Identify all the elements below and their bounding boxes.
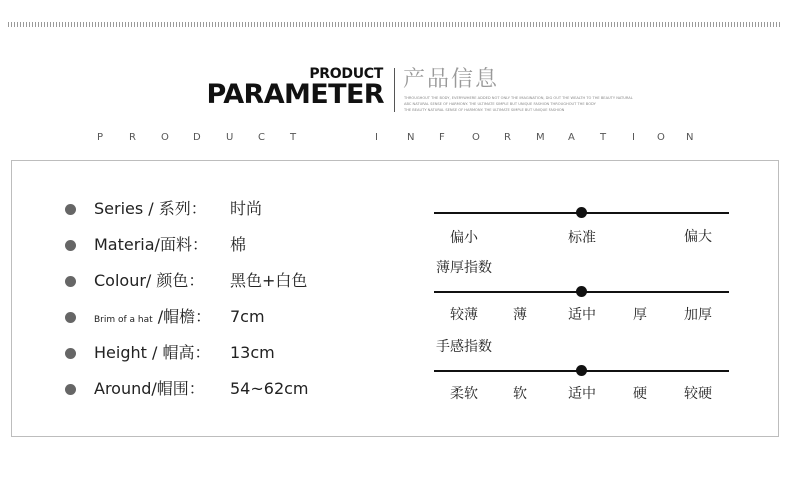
header-tagline-1: THROUGHOUT THE BODY, EVERYWHERE ADDED NOT ONLY THE IMAGINATION, DIG OUT THE WEALTH TO THE BEAUTY NATURAL: [404, 96, 633, 100]
size-option: 标准: [568, 230, 596, 246]
bullet-icon: [65, 384, 76, 395]
feel-scale-marker: [576, 365, 587, 376]
spaced-letter: N: [686, 132, 694, 143]
param-value: 黑色+白色: [230, 271, 308, 290]
header-title-cn: 产品信息: [403, 67, 500, 92]
bullet-icon: [65, 276, 76, 287]
param-label-main: /帽檐：: [152, 307, 212, 326]
feel-option: 硬: [633, 386, 647, 402]
spaced-letter: U: [226, 132, 234, 143]
spaced-letter: O: [161, 132, 169, 143]
thickness-option: 厚: [633, 307, 647, 323]
spaced-letter: I: [632, 132, 635, 143]
param-label: Series / 系列：: [94, 199, 207, 218]
spaced-letter: D: [193, 132, 201, 143]
spaced-letter: R: [129, 132, 136, 143]
param-label: Around/帽围：: [94, 379, 205, 398]
spaced-letter: M: [536, 132, 545, 143]
size-option: 偏大: [684, 229, 712, 245]
param-value: 时尚: [230, 199, 263, 218]
feel-scale-title: 手感指数: [436, 339, 492, 355]
spaced-letter: A: [568, 132, 575, 143]
spaced-letter: P: [97, 132, 104, 143]
thickness-scale-marker: [576, 286, 587, 297]
param-label: Colour/ 颜色：: [94, 271, 205, 290]
header-tagline-3: THE BEAUTY NATURAL SENSE OF HARMONY. THE ULTIMATE SIMPLE BUT UNIQUE FASHION: [404, 108, 565, 112]
spaced-letter: F: [439, 132, 445, 143]
bullet-icon: [65, 312, 76, 323]
header-tagline-2: ABC NATURAL SENSE OF HARMONY. THE ULTIMATE SIMPLE BUT UNIQUE FASHION THROUGHOUT THE BODY: [404, 102, 596, 106]
thickness-scale-title: 薄厚指数: [436, 260, 492, 276]
bullet-icon: [65, 204, 76, 215]
thickness-option: 较薄: [450, 307, 478, 323]
size-scale-marker: [576, 207, 587, 218]
size-option: 偏小: [450, 230, 478, 246]
param-label: Height / 帽高：: [94, 343, 211, 362]
param-label: [94, 306, 211, 331]
spaced-letter: T: [600, 132, 607, 143]
thickness-option: 加厚: [684, 307, 712, 323]
param-label: Materia/面料：: [94, 235, 208, 254]
bullet-icon: [65, 240, 76, 251]
thickness-option: 适中: [568, 307, 596, 323]
spaced-letter: N: [407, 132, 415, 143]
header-title-small: PRODUCT: [309, 66, 383, 82]
top-dotted-rule: [8, 22, 782, 27]
feel-option: 适中: [568, 386, 596, 402]
param-value: 54~62cm: [230, 379, 309, 398]
feel-option: 较硬: [684, 386, 712, 402]
bullet-icon: [65, 348, 76, 359]
spaced-letter: O: [657, 132, 665, 143]
header-title-big: PARAMETER: [206, 79, 384, 110]
spaced-letter: I: [375, 132, 378, 143]
param-value: 13cm: [230, 343, 275, 362]
param-value: 棉: [230, 235, 247, 254]
feel-option: 软: [513, 386, 527, 402]
header-divider: [394, 68, 395, 112]
spaced-letter: C: [258, 132, 265, 143]
feel-option: 柔软: [450, 386, 478, 402]
spaced-letter: R: [504, 132, 511, 143]
spaced-letter: T: [290, 132, 297, 143]
spaced-letter: O: [472, 132, 480, 143]
param-value: 7cm: [230, 307, 265, 326]
thickness-option: 薄: [513, 307, 527, 323]
param-label-small: Brim of a hat: [94, 315, 153, 325]
